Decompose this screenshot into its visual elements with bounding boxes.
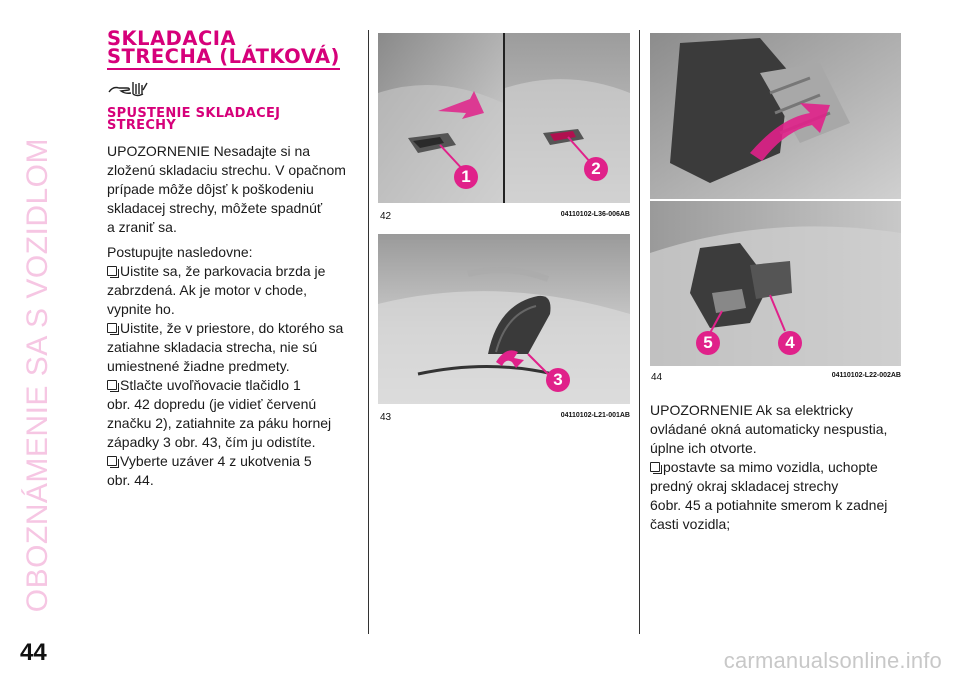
warning-paragraph: [650, 401, 905, 458]
bullet-line: značku 2), zatiahnite za páku hornej: [107, 415, 332, 431]
text-column-3: [650, 401, 905, 534]
bullet-line: západky 3 obr. 43, čím ju odistíte.: [107, 434, 316, 450]
section-title-line2: STRECHA (LÁTKOVÁ): [107, 45, 340, 68]
checkbox-bullet-icon: [107, 266, 117, 276]
text-column-1: [107, 27, 359, 490]
column-divider: [639, 30, 640, 634]
bullet-line: Vyberte uzáver 4 z ukotvenia 5: [120, 453, 312, 469]
figure-43-image: [378, 234, 630, 404]
warning-line: skladacej strechy, môžete spadnúť: [107, 200, 323, 216]
bullet-line: Stlačte uvoľňovacie tlačidlo 1: [120, 377, 301, 393]
figure-44-image: [650, 33, 901, 366]
bullet-item: [107, 319, 359, 376]
bullet-line: postavte sa mimo vozidla, uchopte: [663, 459, 878, 475]
intro-paragraph: Postupujte nasledovne:: [107, 244, 253, 260]
checkbox-bullet-icon: [107, 323, 117, 333]
figure-code: 04110102-L36-006AB: [560, 211, 630, 218]
warning-line: úplne ich otvorte.: [650, 440, 757, 456]
figure-42-image: [378, 33, 630, 203]
side-chapter-title: [18, 32, 58, 612]
warning-line: ovládané okná automaticky nespustia,: [650, 421, 888, 437]
warning-line: UPOZORNENIE Ak sa elektricky: [650, 402, 854, 418]
bullet-item: [107, 376, 359, 452]
bullet-line: zatiahne skladacia strecha, nie sú: [107, 339, 318, 355]
checkbox-bullet-icon: [107, 456, 117, 466]
checkbox-bullet-icon: [650, 462, 660, 472]
bullet-line: vypnite ho.: [107, 301, 175, 317]
bullet-item: [107, 262, 359, 319]
watermark-text: carmanualsonline.info: [723, 648, 942, 673]
callout-3: 3: [546, 368, 570, 392]
bullet-line: 6obr. 45 a potiahnite smerom k zadnej: [650, 497, 888, 513]
callout-1: 1: [454, 165, 478, 189]
page-number: 44: [20, 639, 47, 666]
subsection-title-line2: STRECHY: [107, 118, 177, 133]
bullet-line: Uistite, že v priestore, do ktorého sa: [120, 320, 344, 336]
column-divider: [368, 30, 369, 634]
warning-line: zloženú skladaciu strechu. V opačnom: [107, 162, 346, 178]
bullet-line: umiestnené žiadne predmety.: [107, 358, 290, 374]
bullet-item: [107, 452, 359, 490]
figure-number: 42: [380, 211, 392, 222]
bullet-item: [650, 458, 905, 534]
bullet-line: časti vozidla;: [650, 516, 731, 532]
bullet-line: predný okraj skladacej strechy: [650, 478, 839, 494]
hand-pointer-icon: [107, 78, 359, 98]
bullet-line: obr. 44.: [107, 472, 154, 488]
bullet-line: zabrzdená. Ak je motor v chode,: [107, 282, 307, 298]
section-title: [107, 27, 359, 70]
figure-number: 44: [651, 372, 663, 383]
figure-code: 04110102-L21-001AB: [560, 412, 630, 419]
subsection-title: [107, 108, 359, 132]
warning-line: UPOZORNENIE Nesadajte si na: [107, 143, 311, 159]
checkbox-bullet-icon: [107, 380, 117, 390]
figure-44-caption: [651, 372, 901, 383]
bullet-line: Uistite sa, že parkovacia brzda je: [120, 263, 326, 279]
warning-paragraph: [107, 142, 359, 237]
warning-line: prípade môže dôjsť k poškodeniu: [107, 181, 314, 197]
figure-43-caption: [380, 412, 630, 423]
callout-4: 4: [778, 331, 802, 355]
subsection-title-line1: SPUSTENIE SKLADACEJ: [107, 106, 281, 121]
callout-2: 2: [584, 157, 608, 181]
section-title-line1: SKLADACIA: [107, 27, 237, 50]
figure-42-caption: [380, 211, 630, 222]
callout-5: 5: [696, 331, 720, 355]
figure-code: 04110102-L22-002AB: [831, 372, 901, 379]
figure-number: 43: [380, 412, 392, 423]
bullet-line: obr. 42 dopredu (je vidieť červenú: [107, 396, 317, 412]
warning-line: a zraniť sa.: [107, 219, 177, 235]
side-chapter-title-text: OBOZNÁMENIE SA S VOZIDLOM: [21, 137, 54, 612]
